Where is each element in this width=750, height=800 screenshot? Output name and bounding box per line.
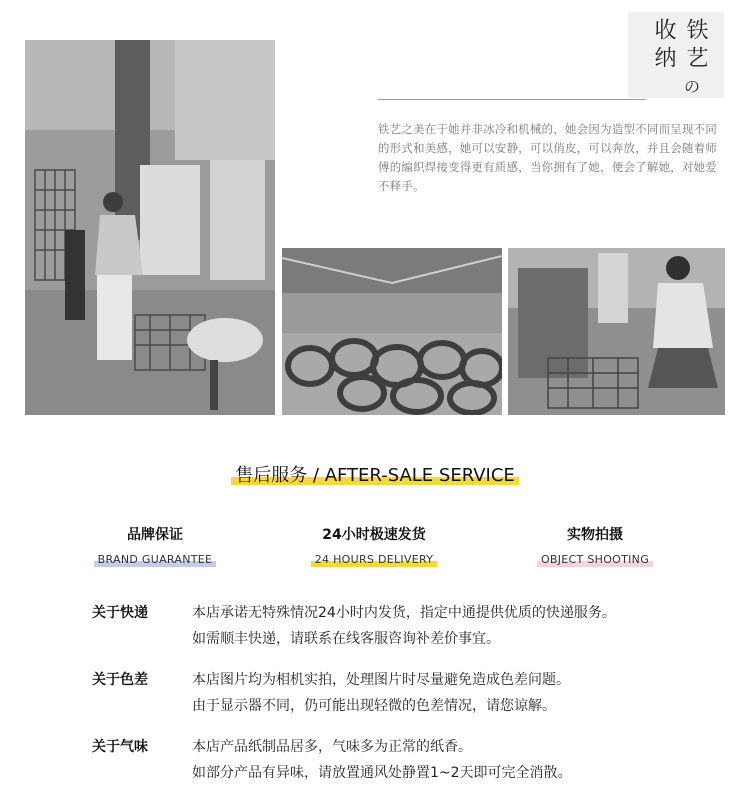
note-label-delivery: 关于快递 bbox=[92, 605, 148, 621]
note-line: 如部分产品有异味，请放置通风处静置1~2天即可完全消散。 bbox=[192, 765, 572, 781]
service-cn-label: 品牌保证 bbox=[127, 527, 183, 543]
service-brand-guarantee bbox=[60, 524, 250, 567]
service-24h-delivery bbox=[279, 524, 469, 567]
service-object-shooting bbox=[500, 524, 690, 567]
note-line: 本店图片均为相机实拍，处理图片时尽量避免造成色差问题。 bbox=[192, 672, 570, 688]
title-storage: 收纳 bbox=[651, 18, 676, 74]
service-en-label: BRAND GUARANTEE bbox=[97, 553, 213, 566]
title-particle: の bbox=[684, 77, 701, 96]
note-line: 如需顺丰快递，请联系在线客服咨询补差价事宜。 bbox=[192, 631, 500, 647]
note-line: 由于显示器不同，仍可能出现轻微的色差情况，请您谅解。 bbox=[192, 698, 556, 714]
intro-paragraph: 铁艺之美在于她并非冰冷和机械的，她会因为造型不同而呈现不同的形式和美感，她可以安静，可以俏皮，可以奔放，并且会随着师傅的编织焊接变得更有质感，当你拥有了她，便会了解她，对她爱不释手。 bbox=[378, 122, 718, 193]
wire-coils-photo bbox=[282, 248, 502, 415]
welder-photo bbox=[508, 248, 725, 415]
service-cn-label: 24小时极速发货 bbox=[322, 527, 426, 543]
title-iron-art: 铁艺 bbox=[683, 18, 708, 74]
service-en-label: OBJECT SHOOTING bbox=[540, 553, 650, 566]
note-label-smell: 关于气味 bbox=[92, 739, 148, 755]
factory-worker-photo bbox=[25, 40, 275, 415]
service-en-label: 24 HOURS DELIVERY bbox=[314, 553, 434, 566]
after-sale-heading: 售后服务 / AFTER-SALE SERVICE bbox=[0, 461, 750, 487]
note-label-color: 关于色差 bbox=[92, 672, 148, 688]
note-line: 本店承诺无特殊情况24小时内发货，指定中通提供优质的快递服务。 bbox=[192, 605, 616, 621]
note-line: 本店产品纸制品居多，气味多为正常的纸香。 bbox=[192, 739, 472, 755]
service-cn-label: 实物拍摄 bbox=[567, 527, 623, 543]
divider-line bbox=[378, 99, 646, 100]
